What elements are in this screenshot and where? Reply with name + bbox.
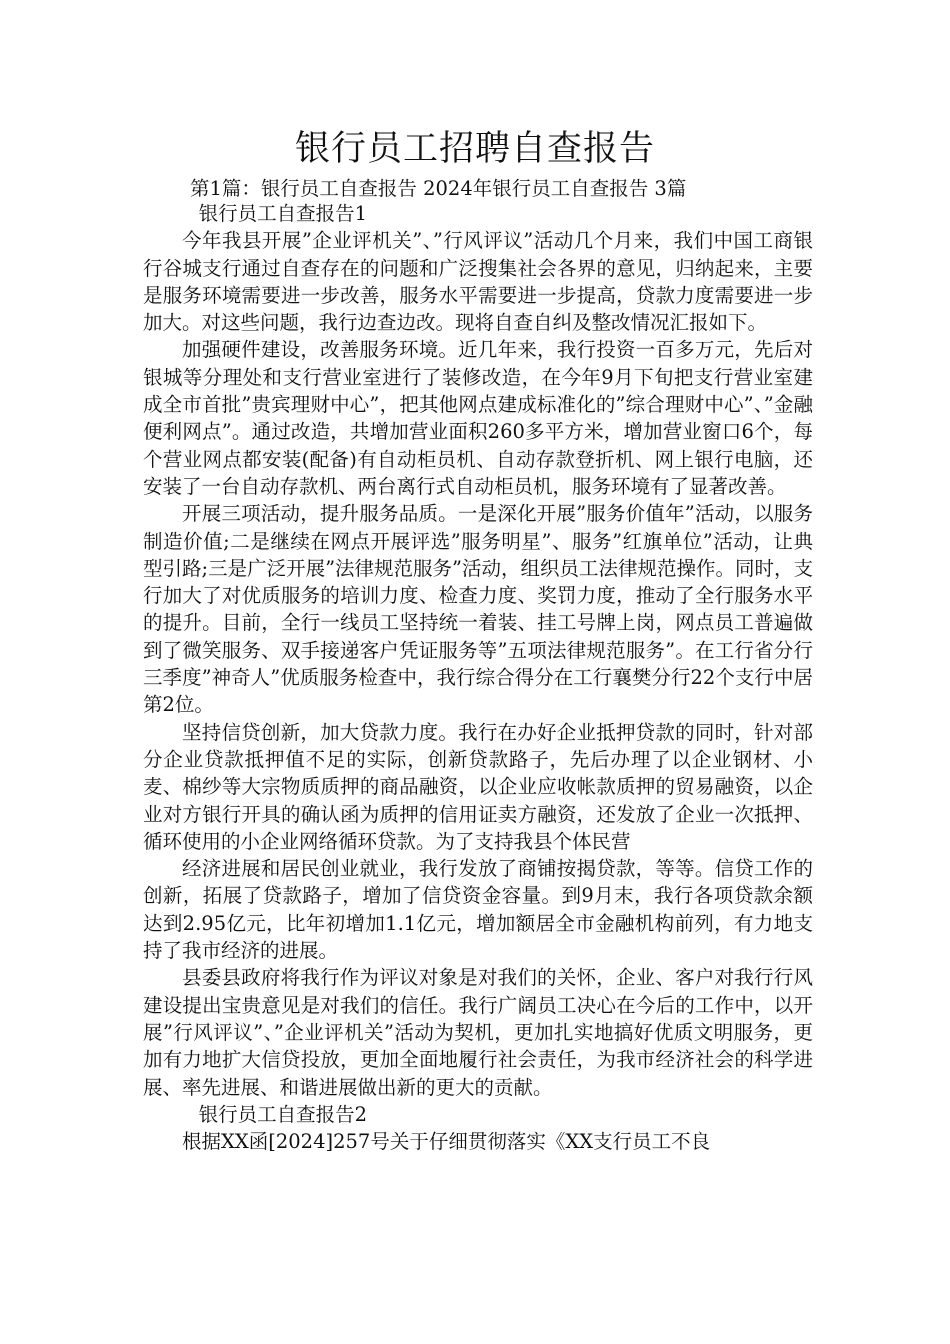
paragraph-conclusion: 县委县政府将我行作为评议对象是对我们的关怀，企业、客户对我行行风建设提出宝贵意见是对我们的信任。我行广阔员工决心在今后的工作中，以开展”行风评议”、”企业评机关”活动为契机，更加扎实地搞好优质文明服务，更加有力地扩大信贷投放，更加全面地履行社会责任，为我市经济社会的科学进展、率先进展、和谐进展做出新的更大的贡献。 [143,966,813,1099]
paragraph-report-2-start: 根据XX函[2024]257号关于仔细贯彻落实《XX支行员工不良 [182,1130,711,1154]
section-heading-1: 银行员工自查报告1 [198,202,367,225]
document-body [143,200,813,1155]
paragraph-economy: 经济进展和居民创业就业，我行发放了商铺按揭贷款，等等。信贷工作的创新，拓展了贷款路子，增加了信贷资金容量。到9月末，我行各项贷款余额达到2.95亿元，比年初增加1.1亿元，增加额居全市金融机构前列，有力地支持了我市经济的进展。 [143,857,813,963]
paragraph-activities: 开展三项活动，提升服务品质。一是深化开展”服务价值年”活动，以服务制造价值;二是继续在网点开展评选”服务明星”、服务”红旗单位”活动，让典型引路;三是广泛开展”法律规范服务”活动，组织员工法律规范操作。同时，支行加大了对优质服务的培训力度、检查力度、奖罚力度，推动了全行服务水平的提升。目前，全行一线员工坚持统一着装、挂工号牌上岗，网点员工普遍做到了微笑服务、双手接递客户凭证服务等”五项法律规范服务”。在工行省分行三季度”神奇人”优质服务检查中，我行综合得分在工行襄樊分行22个支行中居第2位。 [143,502,814,717]
paragraph-intro: 今年我县开展”企业评机关”、”行风评议”活动几个月来，我们中国工商银行谷城支行通过自查存在的问题和广泛搜集社会各界的意见，归纳起来，主要是服务环境需要进一步改善，服务水平需要进一步提高，贷款力度需要进一步加大。对这些问题，我行边查边改。现将自查自纠及整改情况汇报如下。 [143,229,813,335]
document-subtitle: 第1篇：银行员工自查报告 2024年银行员工自查报告 3篇 [190,177,687,200]
document-title: 银行员工招聘自查报告 [294,129,655,169]
section-heading-2: 银行员工自查报告2 [198,1102,367,1126]
paragraph-credit: 坚持信贷创新，加大贷款力度。我行在办好企业抵押贷款的同时，针对部分企业贷款抵押值不足的实际，创新贷款路子，先后办理了以企业钢材、小麦、棉纱等大宗物质质押的商品融资，以企业应收帐款质押的贸易融资，以企业对方银行开具的确认函为质押的信用证卖方融资，还发放了企业一次抵押、循环使用的小企业网络循环贷款。为了支持我县个体民营 [143,720,813,853]
paragraph-hardware: 加强硬件建设，改善服务环境。近几年来，我行投资一百多万元，先后对银城等分理处和支行营业室进行了装修改造，在今年9月下旬把支行营业室建成全市首批”贵宾理财中心”，把其他网点建成标准化的”综合理财中心”、”金融便利网点”。通过改造，共增加营业面积260多平方米，增加营业窗口6个，每个营业网点都安装(配备)有自动柜员机、自动存款登折机、网上银行电脑，还安装了一台自动存款机、两台离行式自动柜员机，服务环境有了显著改善。 [143,338,813,498]
